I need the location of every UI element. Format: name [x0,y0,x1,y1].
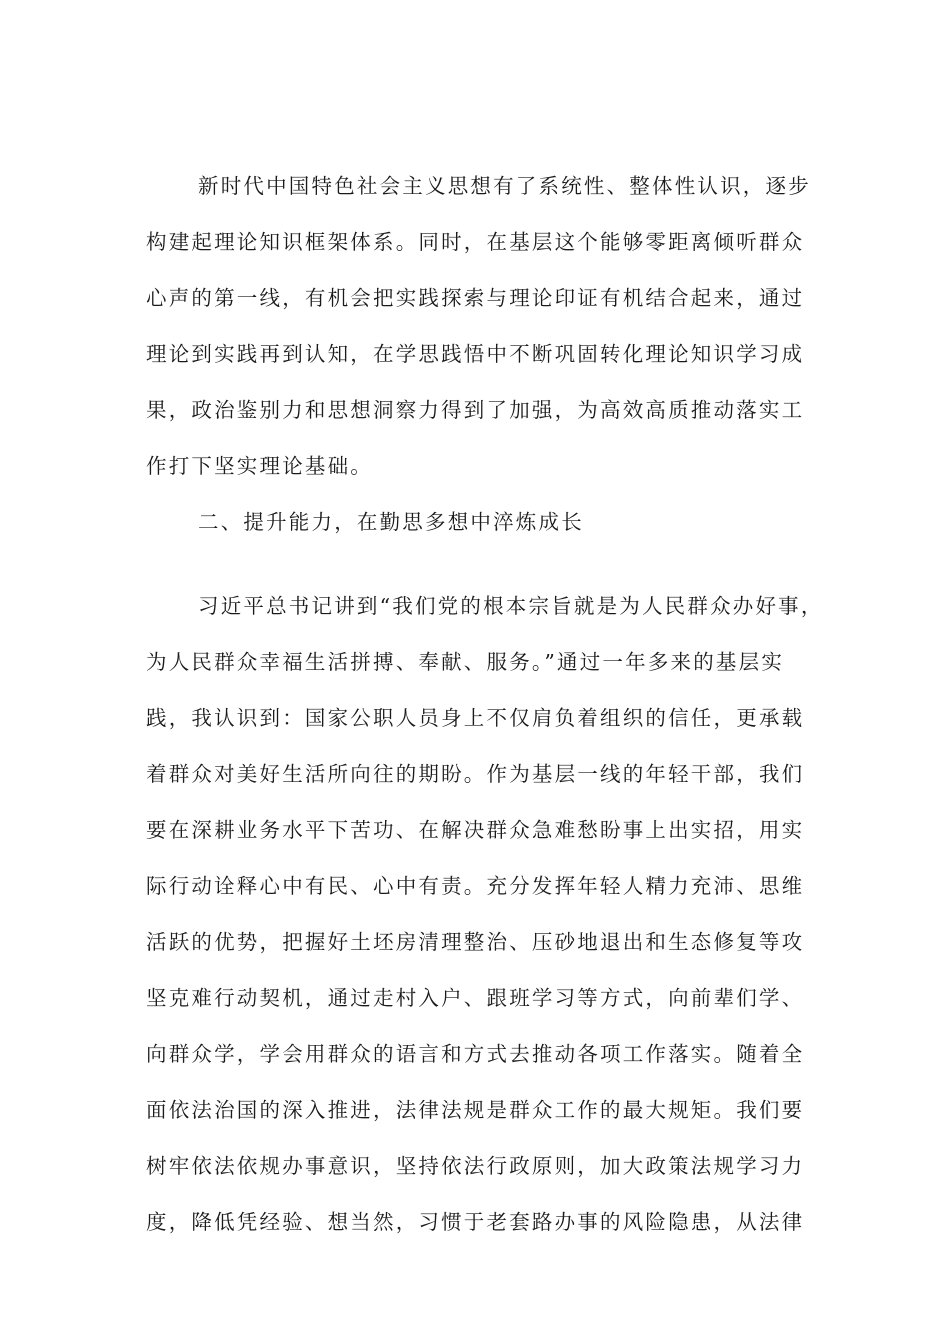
paragraph-1-line: 心声的第一线，有机会把实践探索与理论印证有机结合起来，通过 [146,286,805,310]
section-heading: 二、提升能力，在勤思多想中淬炼成长 [198,510,584,534]
paragraph-1 [146,172,811,478]
paragraph-2-line: 面依法治国的深入推进，法律法规是群众工作的最大规矩。我们要 [146,1098,805,1122]
paragraph-2 [146,592,824,1272]
paragraph-2-line: 践，我认识到：国家公职人员身上不仅肩负着组织的信任，更承载 [146,706,805,730]
paragraph-2-line: 习近平总书记讲到“我们党的根本宗旨就是为人民群众办好事， [198,594,824,618]
paragraph-2-line: 着群众对美好生活所向往的期盼。作为基层一线的年轻干部，我们 [146,762,805,786]
paragraph-2-line: 活跃的优势，把握好土坯房清理整治、压砂地退出和生态修复等攻 [146,930,805,954]
paragraph-2-line: 要在深耕业务水平下苦功、在解决群众急难愁盼事上出实招，用实 [146,818,805,842]
paragraph-1-line: 构建起理论知识框架体系。同时，在基层这个能够零距离倾听群众 [146,230,805,254]
paragraph-2-line: 度，降低凭经验、想当然，习惯于老套路办事的风险隐患，从法律 [146,1210,805,1234]
paragraph-1-line: 果，政治鉴别力和思想洞察力得到了加强，为高效高质推动落实工 [146,398,805,422]
paragraph-2-line: 树牢依法依规办事意识，坚持依法行政原则，加大政策法规学习力 [146,1154,805,1178]
paragraph-1-line: 新时代中国特色社会主义思想有了系统性、整体性认识，逐步 [198,174,811,198]
paragraph-2-line: 际行动诠释心中有民、心中有责。充分发挥年轻人精力充沛、思维 [146,874,805,898]
paragraph-1-line: 理论到实践再到认知，在学思践悟中不断巩固转化理论知识学习成 [146,342,805,366]
paragraph-2-line: 坚克难行动契机，通过走村入户、跟班学习等方式，向前辈们学、 [146,986,805,1010]
paragraph-2-line: 为人民群众幸福生活拼搏、奉献、服务。”通过一年多来的基层实 [146,650,785,674]
section-heading-block [146,508,806,538]
paragraph-2-line: 向群众学，学会用群众的语言和方式去推动各项工作落实。随着全 [146,1042,805,1066]
paragraph-1-line: 作打下坚实理论基础。 [146,454,373,478]
